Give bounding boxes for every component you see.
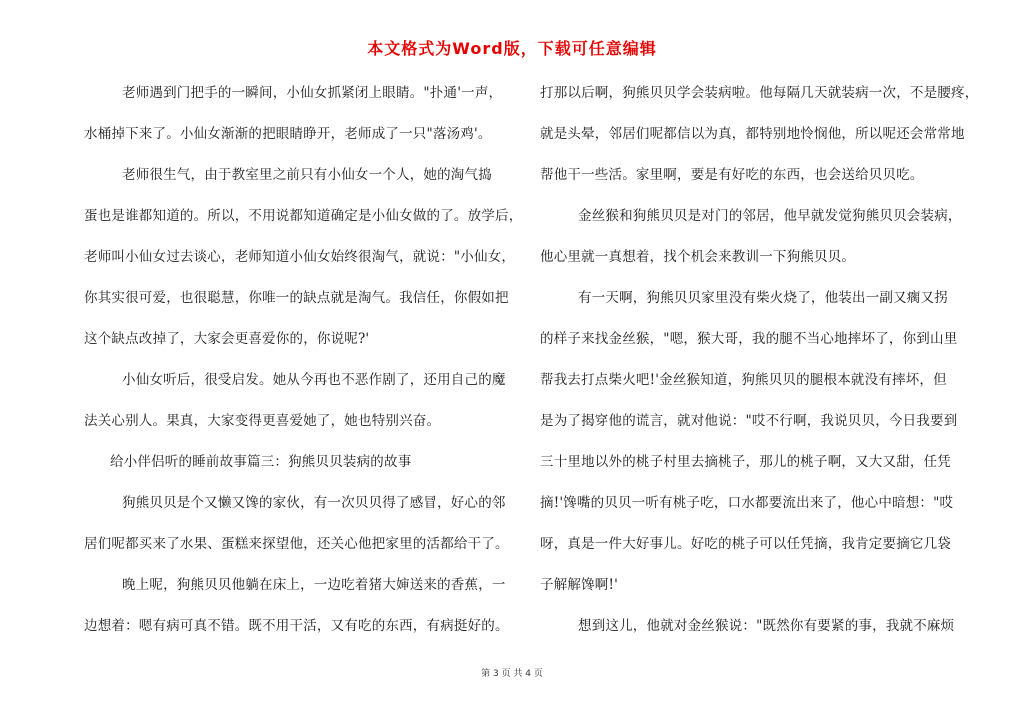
text-line: 老师遇到门把手的一瞬间，小仙女抓紧闭上眼睛。"扑通'一声， — [122, 85, 503, 101]
format-banner: 本文格式为Word版，下载可任意编辑 — [367, 39, 657, 58]
text-line: 呀，真是一件大好事儿。好吃的桃子可以任凭摘，我肯定要摘它几袋 — [540, 536, 951, 552]
text-line: 这个缺点改掉了，大家会更喜爱你的，你说呢?' — [84, 331, 370, 347]
text-line: 水桶掉下来了。小仙女渐渐的把眼睛睁开，老师成了一只"落汤鸡'。 — [84, 126, 492, 142]
text-line: 晚上呢，狗熊贝贝他躺在床上，一边吃着猪大婶送来的香蕉，一 — [122, 577, 506, 593]
text-line: 子解解馋啊!' — [540, 577, 619, 593]
right-column — [540, 82, 979, 656]
text-line: 老师叫小仙女过去谈心，老师知道小仙女始终很淘气，就说："小仙女， — [84, 249, 516, 265]
text-line: 小仙女听后，很受启发。她从今再也不恶作剧了，还用自己的魔 — [122, 372, 506, 388]
page-number: 第 3 页 共 4 页 — [481, 669, 543, 679]
text-line: 居们呢都买来了水果、蛋糕来探望他，还关心他把家里的活都给干了。 — [84, 536, 509, 552]
text-line: 边想着：嗯有病可真不错。既不用干活，又有吃的东西，有病挺好的。 — [84, 618, 509, 634]
text-line: 你其实很可爱，也很聪慧，你唯一的缺点就是淘气。我信任，你假如把 — [84, 290, 509, 306]
text-line: 狗熊贝贝是个又懒又馋的家伙，有一次贝贝得了感冒，好心的邻 — [122, 495, 506, 511]
text-line: 的样子来找金丝猴，"嗯，猴大哥，我的腿不当心地摔坏了，你到山里 — [540, 331, 958, 347]
text-line: 就是头晕，邻居们呢都信以为真，都特别地怜悯他，所以呢还会常常地 — [540, 126, 965, 142]
text-line: 打那以后啊，狗熊贝贝学会装病啦。他每隔几天就装病一次，不是腰疼， — [540, 85, 979, 101]
text-line: 帮他干一些活。家里啊，要是有好吃的东西，也会送给贝贝吃。 — [540, 167, 924, 183]
left-column — [84, 82, 523, 656]
text-line: 想到这儿，他就对金丝猴说："既然你有要紧的事，我就不麻烦 — [578, 618, 955, 634]
text-line: 老师很生气，由于教室里之前只有小仙女一个人，她的淘气捣 — [122, 167, 492, 183]
text-line: 蛋也是谁都知道的。所以，不用说都知道确定是小仙女做的了。放学后， — [84, 208, 523, 224]
section-heading: 给小伴侣听的睡前故事篇三：狗熊贝贝装病的故事 — [110, 454, 412, 470]
text-line: 帮我去打点柴火吧!'金丝猴知道，狗熊贝贝的腿根本就没有摔坏，但 — [540, 372, 947, 388]
text-line: 有一天啊，狗熊贝贝家里没有柴火烧了，他装出一副又瘸又拐 — [578, 290, 948, 306]
text-line: 他心里就一真想着，找个机会来教训一下狗熊贝贝。 — [540, 249, 856, 265]
text-line: 金丝猴和狗熊贝贝是对门的邻居，他早就发觉狗熊贝贝会装病， — [578, 208, 962, 224]
text-line: 法关心别人。果真，大家变得更喜爱她了，她也特别兴奋。 — [84, 413, 441, 429]
text-line: 摘!'馋嘴的贝贝一听有桃子吃，口水都要流出来了，他心中暗想："哎 — [540, 495, 954, 511]
text-line: 是为了揭穿他的谎言，就对他说："哎不行啊，我说贝贝，今日我要到 — [540, 413, 958, 429]
text-line: 三十里地以外的桃子村里去摘桃子，那儿的桃子啊，又大又甜，任凭 — [540, 454, 951, 470]
